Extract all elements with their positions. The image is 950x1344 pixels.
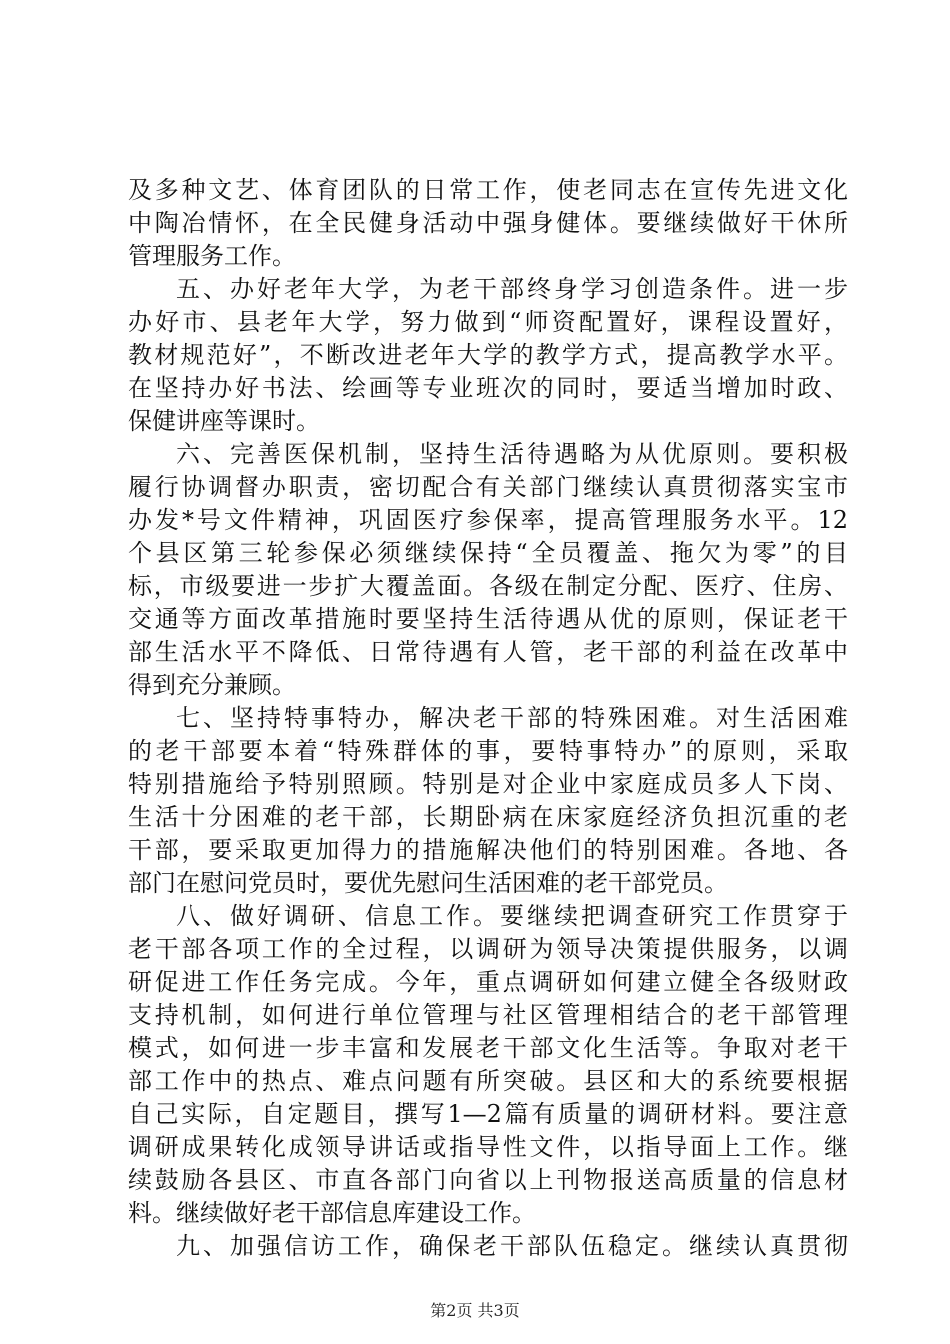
text-line: 办好市、县老年大学，努力做到“师资配置好，课程设置好， xyxy=(128,308,848,336)
text-line: 部工作中的热点、难点问题有所突破。县区和大的系统要根据 xyxy=(128,1067,848,1095)
text-line: 干部，要采取更加得力的措施解决他们的特别困难。各地、各 xyxy=(128,836,848,864)
body-text xyxy=(128,174,848,1263)
text-line: 调研成果转化成领导讲话或指导性文件，以指导面上工作。继 xyxy=(128,1133,848,1161)
text-line: 标，市级要进一步扩大覆盖面。各级在制定分配、医疗、住房、 xyxy=(128,572,848,600)
text-line: 模式，如何进一步丰富和发展老干部文化生活等。争取对老干 xyxy=(128,1034,848,1062)
text-line: 料。继续做好老干部信息库建设工作。 xyxy=(128,1199,536,1227)
text-line: 个县区第三轮参保必须继续保持“全员覆盖、拖欠为零”的目 xyxy=(128,539,848,567)
text-line: 续鼓励各县区、市直各部门向省以上刊物报送高质量的信息材 xyxy=(128,1166,848,1194)
text-line: 老干部各项工作的全过程，以调研为领导决策提供服务，以调 xyxy=(128,935,848,963)
text-line: 七、坚持特事特办，解决老干部的特殊困难。对生活困难 xyxy=(176,704,848,732)
text-line: 管理服务工作。 xyxy=(128,242,296,270)
text-line: 及多种文艺、体育团队的日常工作，使老同志在宣传先进文化 xyxy=(128,176,848,204)
text-line: 履行协调督办职责，密切配合有关部门继续认真贯彻落实宝市 xyxy=(128,473,848,501)
text-line: 的老干部要本着“特殊群体的事，要特事特办”的原则，采取 xyxy=(128,737,848,765)
text-line: 九、加强信访工作，确保老干部队伍稳定。继续认真贯彻 xyxy=(176,1232,848,1260)
text-line: 教材规范好”，不断改进老年大学的教学方式，提高教学水平。 xyxy=(128,341,848,369)
text-line: 特别措施给予特别照顾。特别是对企业中家庭成员多人下岗、 xyxy=(128,770,848,798)
text-line: 自己实际，自定题目，撰写1—2篇有质量的调研材料。要注意 xyxy=(128,1100,848,1128)
text-line: 保健讲座等课时。 xyxy=(128,407,320,435)
text-line: 办发*号文件精神，巩固医疗参保率，提高管理服务水平。12 xyxy=(128,506,848,534)
text-line: 部生活水平不降低、日常待遇有人管，老干部的利益在改革中 xyxy=(128,638,848,666)
text-line: 支持机制，如何进行单位管理与社区管理相结合的老干部管理 xyxy=(128,1001,848,1029)
text-line: 得到充分兼顾。 xyxy=(128,671,296,699)
text-line: 生活十分困难的老干部，长期卧病在床家庭经济负担沉重的老 xyxy=(128,803,848,831)
text-line: 八、做好调研、信息工作。要继续把调查研究工作贯穿于 xyxy=(176,902,848,930)
text-line: 六、完善医保机制，坚持生活待遇略为从优原则。要积极 xyxy=(176,440,848,468)
text-line: 中陶冶情怀，在全民健身活动中强身健体。要继续做好干休所 xyxy=(128,209,848,237)
text-line: 部门在慰问党员时，要优先慰问生活困难的老干部党员。 xyxy=(128,869,728,897)
page-footer: 第2页 共3页 xyxy=(430,1301,520,1320)
text-line: 在坚持办好书法、绘画等专业班次的同时，要适当增加时政、 xyxy=(128,374,848,402)
text-line: 五、办好老年大学，为老干部终身学习创造条件。进一步 xyxy=(176,275,848,303)
text-line: 交通等方面改革措施时要坚持生活待遇从优的原则，保证老干 xyxy=(128,605,848,633)
text-line: 研促进工作任务完成。今年，重点调研如何建立健全各级财政 xyxy=(128,968,848,996)
